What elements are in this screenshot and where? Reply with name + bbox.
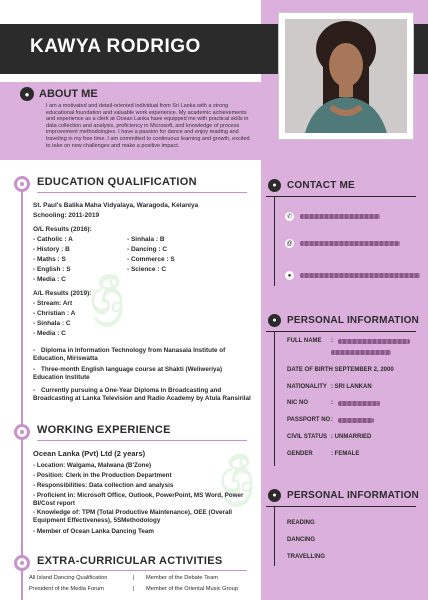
user-icon: ● [20,87,34,101]
location-icon: ● [285,271,294,280]
education-bullet: - Currently pursuing a One-Year Diploma in Broadcasting and Broadcasting at Lanka Television and Radio Academy by Atula Ransirilal [33,387,251,402]
work-detail: - Responsibilities: Data collection and analysis [33,482,174,489]
timeline-dot [14,424,30,440]
education-bullet: - Three-month English language course at Shakti (Weliweriya) Education Institute [33,366,223,381]
education-rule [37,192,247,193]
civil-status-label: CIVIL STATUS [287,434,328,440]
candidate-name: KAWYA RODRIGO [30,36,201,57]
info-icon: ● [268,489,281,502]
interests-vline [274,506,275,566]
full-name-redacted [338,339,410,344]
civil-status-value: : UNMARRIED [331,434,372,440]
ol-subject: - Catholic : A [33,236,73,243]
work-detail: - Knowledge of: TPM (Total Productive Maintenance), OEE (Overall Equipment Effectiveness), 5SMethodology [33,509,232,524]
work-detail: - Member of Ocean Lanka Dancing Team [33,528,154,535]
activity-separator: | [133,586,135,592]
profile-photo [278,12,414,140]
email-icon: @ [286,240,293,247]
passport-value: : [331,417,333,423]
ol-subject: - Commerce : S [127,256,175,263]
interests-rule [266,506,416,507]
passport-label: PASSPORT NO [287,417,331,423]
email-redacted [300,241,400,246]
education-bullet-text: Three-month English language course at Shakti (Weliweriya) Education Institute [33,366,223,381]
al-title: A/L Results (2019): [33,290,92,297]
personal-heading [268,314,419,327]
extra-rule [37,570,247,571]
contact-vline [274,196,275,286]
dob-label: DATE OF BIRTH [287,367,333,373]
education-title: EDUCATION QUALIFICATION [37,176,197,188]
info-icon: ● [268,314,281,327]
contact-icon: ● [268,179,281,192]
personal-rule [266,331,416,332]
work-detail: - Proficient in: Microsoft Office, Outlook, PowerPoint, MS Word, Power BI/Cost report [33,492,244,507]
full-name-label: FULL NAME [287,338,322,344]
personal-vline [274,331,275,466]
extra-title: EXTRA-CURRICULAR ACTIVITIES [37,555,223,567]
watermark-logo: ශ්‍රී [86,267,127,327]
personal-title: PERSONAL INFORMATION [287,315,419,326]
education-bullet-text: Currently pursuing a One-Year Diploma in Broadcasting and Broadcasting at Lanka Television and Radio Academy by Atula Ransirilal [33,387,251,402]
work-detail: - Position: Clerk in the Production Department [33,472,172,479]
ol-title: O/L Results (2016): [33,226,92,233]
nic-label: NIC NO [287,400,308,406]
nic-value: : [331,400,333,406]
contact-rule [266,196,416,197]
nationality-value: : SRI LANKAN [331,384,372,390]
al-subject: - Stream: Art [33,300,73,307]
interest-item: TRAVELLING [287,554,325,560]
about-title: ABOUT ME [39,88,98,100]
gender-label: GENDER [287,451,313,457]
full-name-redacted [331,350,391,355]
ol-subject: - English : S [33,266,71,273]
contact-heading [268,179,355,192]
education-bullet-text: Diploma in Information Technology from Nanasala Institute of Education, Miriswatta [33,347,226,362]
activity-item: President of the Media Forum [29,586,104,592]
al-subject: - Sinhala : C [33,320,71,327]
dob-value: : SEPTEMBER 2, 2000 [331,367,394,373]
ol-subject: - Sinhala : B [127,236,165,243]
work-detail: - Location: Walgama, Malwana (B'Zone) [33,462,152,469]
ol-subject: - Dancing : C [127,246,168,253]
interest-item: READING [287,520,315,526]
address-row [285,271,420,280]
school-name: St. Paul's Balika Maha Vidyalaya, Waragoda, Kelaniya [33,202,199,209]
interest-item: DANCING [287,537,315,543]
timeline-line [21,180,23,600]
about-heading [20,87,98,101]
schooling-years: Schooling: 2011-2019 [33,212,100,219]
passport-redacted [338,418,374,423]
nic-redacted [338,401,380,406]
activity-separator: | [133,575,135,581]
education-bullet: - Diploma in Information Technology from Nanasala Institute of Education, Miriswatta [33,347,226,362]
gender-value: : FEMALE [331,451,360,457]
nationality-label: NATIONALITY [287,384,327,390]
phone-row [285,212,380,221]
email-row [285,239,400,248]
full-name-value: : [331,338,333,344]
ol-subject: - Media : C [33,276,66,283]
phone-icon: ✆ [286,214,293,220]
activity-item: All Island Dancing Qualification [29,575,108,581]
interests-heading [268,489,419,502]
timeline-dot [14,555,30,571]
interests-title: PERSONAL INFORMATION [287,490,419,501]
about-text: I am a motivated and detail-oriented individual from Sri Lanka with a strong educational foundation and valuable work experience. My academic achievements and experience as a clerk at Ocean Lanka have equipped me with practical skills in data collection and analysis, proficiency in Microsoft, and knowledge of process improvement methodologies. I have a passion for dance and enjoy reading and traveling in my free time. I am committed to continuous learning and growth, excited to take on new challenges and make a positive impact. [46,103,250,149]
ol-subject: - Science : C [127,266,167,273]
ol-subject: - Maths : S [33,256,66,263]
activity-item: Member of the Oriental Music Group [146,586,238,592]
address-redacted [300,273,420,278]
company-name: Ocean Lanka (Pvt) Ltd (2 years) [33,449,146,458]
al-subject: - Media : C [33,330,66,337]
contact-title: CONTACT ME [287,180,355,191]
work-title: WORKING EXPERIENCE [37,424,171,436]
work-rule [37,440,247,441]
ol-subject: - History : B [33,246,70,253]
watermark-logo: ශ්‍රී [216,447,257,507]
phone-redacted [300,214,380,219]
al-subject: - Christian : A [33,310,76,317]
activity-item: Member of the Debate Team [146,575,218,581]
timeline-dot [14,176,30,192]
profile-photo-image [285,19,407,133]
